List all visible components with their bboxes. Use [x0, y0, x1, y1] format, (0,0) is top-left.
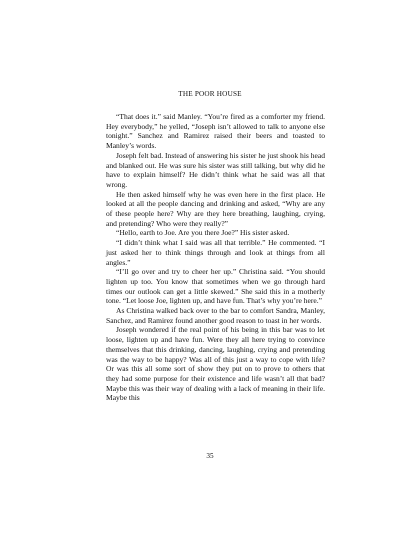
paragraph: Joseph felt bad. Instead of answering his sister he just shook his head and blanked out. He was sure his sister was still talking, but why did he have to explain himself? He didn’t think what he said was all that wrong.: [106, 150, 325, 189]
paragraph: “That does it.” said Manley. “You’re fired as a comforter my friend. Hey everybody,” he yelled, “Joseph isn’t allowed to talk to anyone else tonight.” Sanchez and Ramirez raised their beers and toasted to Manley’s words.: [106, 112, 325, 151]
paragraph: “I didn’t think what I said was all that terrible.” He commented. “I just asked her to think things through and look at things from all angles.”: [106, 238, 325, 267]
paragraph: Joseph wondered if the real point of his being in this bar was to let loose, lighten up and have fun. Were they all here trying to convince themselves that this drinking, dancing, laughing, crying and pretending was the way to be happy? Was all of this just a way to cope with life? Or was this all some sort of show they put on to prove to others that they had some purpose for their existence and life wasn’t all that bad? Maybe this was their way of dealing with a lack of meaning in their life. Maybe this: [106, 325, 325, 403]
running-head: THE POOR HOUSE: [178, 90, 242, 98]
paragraph: He then asked himself why he was even here in the first place. He looked at all the people dancing and drinking and asked, “Why are any of these people here? Why are they here breathing, laughing, crying, and pretending? Who were they really?”: [106, 189, 325, 228]
paragraph: “I’ll go over and try to cheer her up.” Christina said. “You should lighten up too. You know that sometimes when we go through hard times our outlook can get a little skewed.” She said this in a motherly tone. “Let loose Joe, lighten up, and have fun. That’s why you’re here.”: [106, 267, 325, 306]
paragraph: “Hello, earth to Joe. Are you there Joe?” His sister asked.: [116, 228, 290, 238]
page-number: 35: [206, 452, 214, 460]
paragraph: As Christina walked back over to the bar to comfort Sandra, Manley, Sanchez, and Ramirez found another good reason to toast in her words.: [106, 306, 325, 325]
body-text: [106, 112, 325, 403]
